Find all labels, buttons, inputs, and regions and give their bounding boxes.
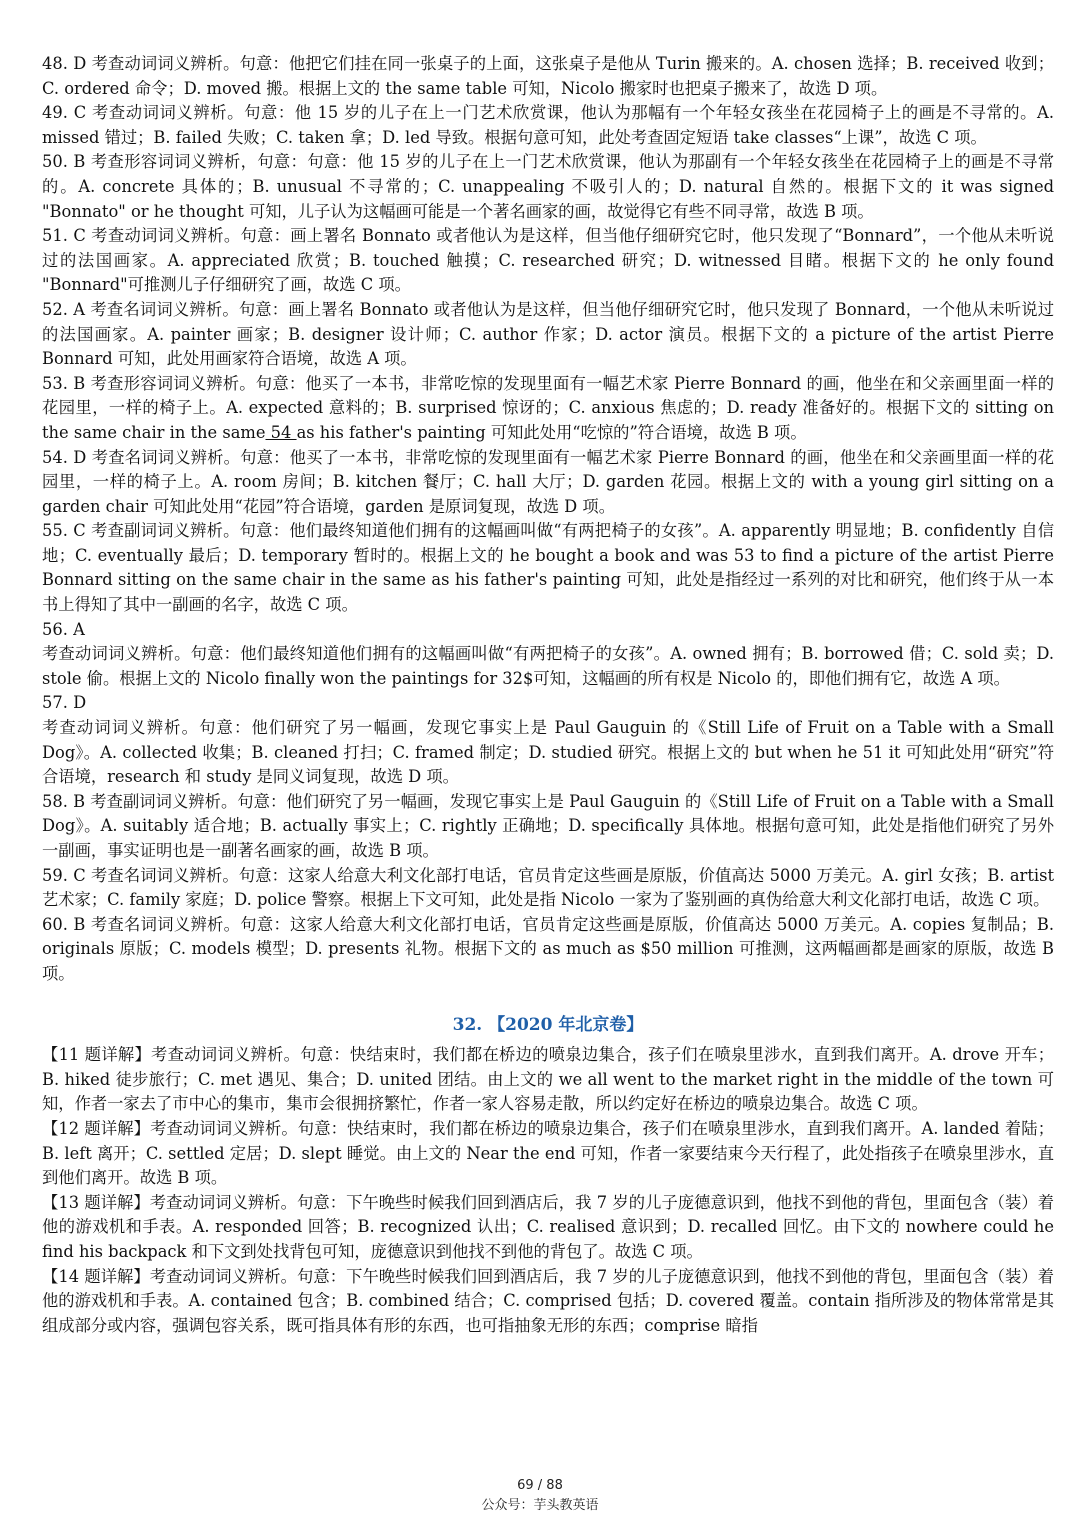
answer-53-tail: as his father's painting 可知此处用“吃惊的”符合语境，故选 B 项。 [296,422,807,442]
answer-49: 49. C 考查动词词义辨析。句意：他 15 岁的儿子在上一门艺术欣赏课，他认为那幅有一个年轻女孩坐在花园椅子上的画是不寻常的。A. missed 错过；B. failed 失败；C. taken 拿；D. led 导致。根据句意可知，此处考查固定短语 take classes“上课”，故选 C 项。 [42,103,1054,147]
answer-51: 51. C 考查动词词义辨析。句意：画上署名 Bonnato 或者他认为是这样，但当他仔细研究它时，他只发现了“Bonnard”，一个他从未听说过的法国画家。A. appreciated 欣赏；B. touched 触摸；C. researched 研究；D. witnessed 目睹。根据下文的 he only found "Bonnard"可推测儿子仔细研究了画，故选 C 项。 [42,226,1054,295]
answer-50: 50. B 考查形容词词义辨析，句意：句意：他 15 岁的儿子在上一门艺术欣赏课，他认为那副有一个年轻女孩坐在花园椅子上的画是不寻常的。A. concrete 具体的；B. unusual 不寻常的；C. unappealing 不吸引人的；D. natural 自然的。根据下文的 it was signed "Bonnato" or he thought 可知，儿子认为这幅画可能是一个著名画家的画，故觉得它有些不同寻常，故选 B 项。 [42,152,1054,221]
answer-59: 59. C 考查名词词义辨析。句意：这家人给意大利文化部打电话，官员肯定这些画是原版，价值高达 5000 万美元。A. girl 女孩；B. artist 艺术家；C. family 家庭；D. police 警察。根据上下文可知，此处是指 Nicolo 一家为了鉴别画的真伪给意大利文化部打电话，故选 C 项。 [42,865,1054,910]
answer-53-text: 53. B 考查形容词词义辨析。句意：他买了一本书，非常吃惊的发现里面有一幅艺术家 Pierre Bonnard 的画，他坐在和父亲画里面一样的花园里，一样的椅子上。A. expected 意料的；B. surprised 惊讶的；C. anxious 焦虑的；D. ready 准备好的。根据下文的 sitting on the same chair in the same [42,373,1054,442]
document-body [42,52,1054,1338]
answer-53 [42,372,1054,446]
answer-52: 52. A 考查名词词义辨析。句意：画上署名 Bonnato 或者他认为是这样，但当他仔细研究它时，他只发现了 Bonnard，一个他从未听说过的法国画家。A. painter 画家；B. designer 设计师；C. author 作家；D. actor 演员。根据下文的 a picture of the artist Pierre Bonnard 可知，此处用画家符合语境，故选 A 项。 [42,299,1054,369]
answer-56-label: 56. A [42,619,85,639]
account-name: 公众号：芋头教英语 [481,1498,599,1513]
answer-60: 60. B 考查名词词义辨析。句意：这家人给意大利文化部打电话，官员肯定这些画是原版，价值高达 5000 万美元。A. copies 复制品；B. originals 原版；C. models 模型；D. presents 礼物。根据下文的 as much as $50 million 可推测，这两幅画都是画家的原版，故选 B 项。 [42,914,1054,983]
answer-58: 58. B 考查副词词义辨析。句意：他们研究了另一幅画，发现它事实上是 Paul Gauguin 的《Still Life of Fruit on a Table with a Small Dog》。A. suitably 适合地；B. actually 事实上；C. rightly 正确地；D. specifically 具体地。根据句意可知，此处是指他们研究了另外一副画，事实证明也是一副著名画家的画，故选 B 项。 [42,791,1054,860]
answer-57-label: 57. D [42,693,87,713]
detail-11: 【11 题详解】考查动词词义辨析。句意：快结束时，我们都在桥边的喷泉边集合，孩子们在喷泉里涉水，直到我们离开。A. drove 开车；B. hiked 徒步旅行；C. met 遇见、集合；D. united 团结。由上文的 we all went to the market right in the middle of the town 可知，作者一家去了市中心的集市，集市会很拥挤繁忙，作者一家人容易走散，所以约定好在桥边的喷泉边集合。故选 C 项。 [42,1045,1054,1114]
answer-54: 54. D 考查名词词义辨析。句意：他买了一本书，非常吃惊的发现里面有一幅艺术家 Pierre Bonnard 的画，他坐在和父亲画里面一样的花园里，一样的椅子上。A. room 房间；B. kitchen 餐厅；C. hall 大厅；D. garden 花园。根据上文的 with a young girl sitting on a garden chair 可知此处用“花园”符合语境，garden 是原词复现，故选 D 项。 [42,447,1054,516]
answer-55: 55. C 考查副词词义辨析。句意：他们最终知道他们拥有的这幅画叫做“有两把椅子的女孩”。A. apparently 明显地；B. confidently 自信地；C. eventually 最后；D. temporary 暂时的。根据上文的 he bought a book and was 53 to find a picture of the artist Pierre Bonnard sitting on the same chair in the same as his father's painting 可知，此处是指经过一系列的对比和研究，他们终于从一本书上得知了其中一副画的名字，故选 C 项。 [42,521,1054,615]
answer-56: 考查动词词义辨析。句意：他们最终知道他们拥有的这幅画叫做“有两把椅子的女孩”。A. owned 拥有；B. borrowed 借；C. sold 卖；D. stole 偷。根据上文的 Nicolo finally won the paintings for 32$可知，这幅画的所有权是 Nicolo 的，即他们拥有它，故选 A 项。 [42,644,1054,688]
detail-13: 【13 题详解】考查动词词义辨析。句意：下午晚些时候我们回到酒店后，我 7 岁的儿子庞德意识到，他找不到他的背包，里面包含（装）着他的游戏机和手表。A. responded 回答；B. recognized 认出；C. realised 意识到；D. recalled 回忆。由下文的 nowhere could he find his backpack 和下文到处找背包可知，庞德意识到他找不到他的背包了。故选 C 项。 [42,1192,1054,1261]
answer-53-blank: 54 [265,422,297,442]
answer-57: 考查动词词义辨析。句意：他们研究了另一幅画，发现它事实上是 Paul Gauguin 的《Still Life of Fruit on a Table with a Small Dog》。A. collected 收集；B. cleaned 打扫；C. framed 制定；D. studied 研究。根据上文的 but when he 51 it 可知此处用“研究”符合语境，research 和 study 是同义词复现，故选 D 项。 [42,718,1054,787]
page-footer [0,1476,1080,1516]
section-title: 32. 【2020 年北京卷】 [452,1014,644,1035]
page-number: 69 / 88 [517,1478,563,1493]
detail-14: 【14 题详解】考查动词词义辨析。句意：下午晚些时候我们回到酒店后，我 7 岁的儿子庞德意识到，他找不到他的背包，里面包含（装）着他的游戏机和手表。A. contained 包含；B. combined 结合；C. comprised 包括；D. covered 覆盖。contain 指所涉及的物体常常是其组成部分或内容，强调包容关系，既可指具体有形的东西，也可指抽象无形的东西；comprise 暗指 [42,1266,1054,1335]
answer-48: 48. D 考查动词词义辨析。句意：他把它们挂在同一张桌子的上面，这张桌子是他从 Turin 搬来的。A. chosen 选择；B. received 收到；C. ordered 命令；D. moved 搬。根据上文的 the same table 可知，Nicolo 搬家时也把桌子搬来了，故选 D 项。 [42,54,1054,98]
detail-12: 【12 题详解】考查动词词义辨析。句意：快结束时，我们都在桥边的喷泉边集合，孩子们在喷泉里涉水，直到我们离开。A. landed 着陆；B. left 离开；C. settled 定居；D. slept 睡觉。由上文的 Near the end 可知，作者一家要结束今天行程了，此处指孩子在喷泉里涉水，直到他们离开。故选 B 项。 [42,1118,1054,1188]
